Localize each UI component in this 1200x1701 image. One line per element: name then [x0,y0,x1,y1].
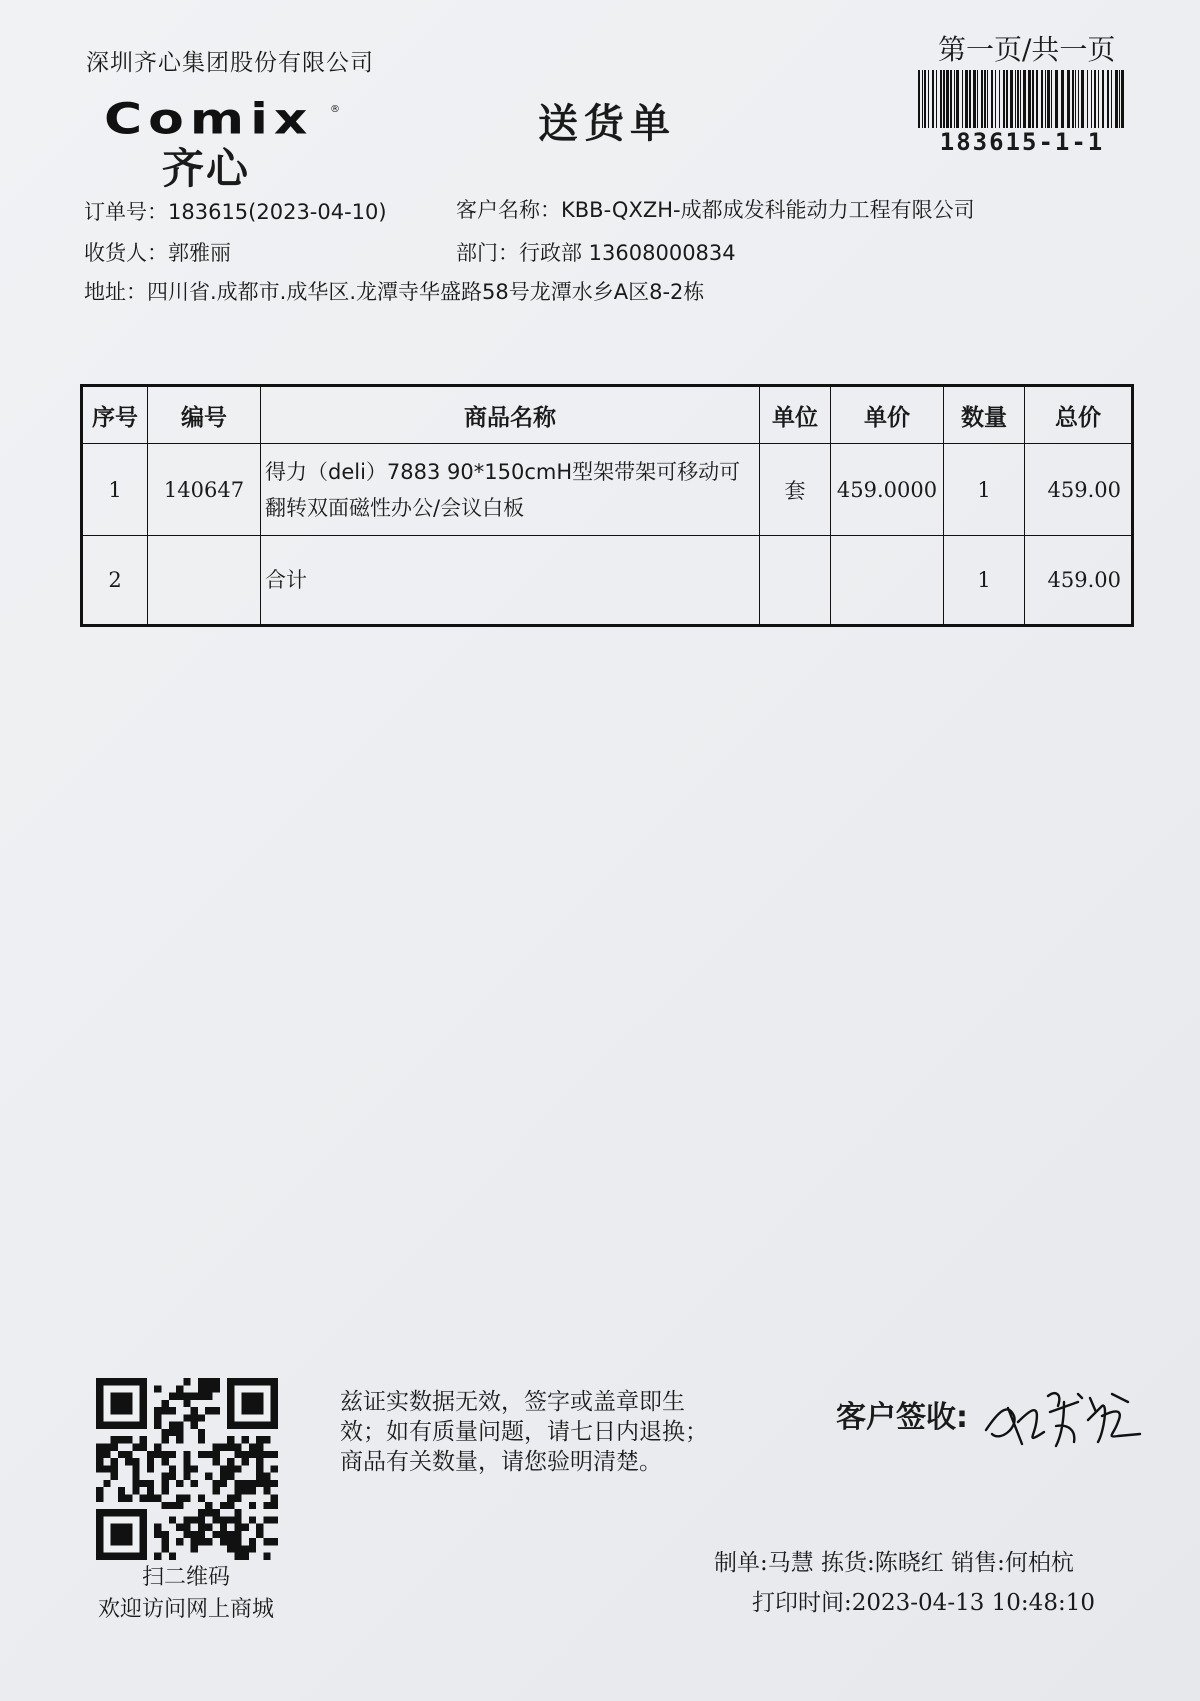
logo-text-cn: 齐心 [162,144,251,193]
notice-text [340,1387,760,1477]
department: 部门：行政部 13608000834 [456,241,736,265]
page-indicator: 第一页/共一页 [938,33,1116,66]
items-table [80,384,1134,627]
cell-name [261,444,760,536]
qr-code[interactable] [96,1378,278,1560]
customer-sign-label: 客户签收: [836,1400,968,1435]
col-code: 编号 [148,386,261,444]
customer-name: 客户名称：KBB-QXZH-成都成发科能动力工程有限公司 [456,198,975,222]
cell-qty: 1 [944,536,1025,626]
cell-name-line1: 合计 [265,568,307,592]
staff-info: 制单:马慧 拣货:陈晓红 销售:何柏杭 [714,1550,1074,1576]
comix-logo [104,94,344,198]
print-time: 打印时间:2023-04-13 10:48:10 [752,1590,1095,1616]
cell-total: 459.00 [1025,536,1133,626]
qr-caption-line2: 欢迎访问网上商城 [97,1597,274,1622]
col-qty: 数量 [944,386,1025,444]
address: 地址：四川省.成都市.成华区.龙潭寺华盛路58号龙潭水乡A区8-2栋 [84,280,705,304]
cell-name [261,536,760,626]
cell-seq: 2 [82,536,148,626]
cell-code [148,536,261,626]
cell-seq: 1 [82,444,148,536]
col-total: 总价 [1025,386,1133,444]
notice-line1: 兹证实数据无效，签字或盖章即生 [340,1389,685,1415]
qr-caption [76,1562,296,1626]
handwritten-signature [978,1372,1148,1462]
table-row [82,444,1133,536]
notice-line3: 商品有关数量，请您验明清楚。 [340,1449,662,1475]
company-name: 深圳齐心集团股份有限公司 [86,50,374,76]
col-unit: 单位 [760,386,831,444]
logo-text-en: Comix [104,94,314,144]
cell-price [831,536,944,626]
barcode [916,70,1128,128]
table-row [82,536,1133,626]
cell-unit [760,536,831,626]
cell-name-line1: 得力（deli）7883 90*150cmH型架带架可移动可 [265,459,741,484]
cell-code: 140647 [148,444,261,536]
receiver: 收货人：郭雅丽 [84,241,231,265]
document-title: 送货单 [538,100,676,147]
table-header-row [82,386,1133,444]
col-name: 商品名称 [261,386,760,444]
col-price: 单价 [831,386,944,444]
registered-mark-icon: ® [330,104,340,115]
cell-total: 459.00 [1025,444,1133,536]
cell-qty: 1 [944,444,1025,536]
qr-caption-line1: 扫二维码 [141,1565,230,1590]
barcode-number: 183615-1-1 [939,128,1105,156]
col-seq: 序号 [82,386,148,444]
notice-line2: 效；如有质量问题，请七日内退换； [340,1419,708,1445]
order-number: 订单号：183615(2023-04-10) [84,200,387,224]
cell-name-line2: 翻转双面磁性办公/会议白板 [265,495,525,520]
cell-unit: 套 [760,444,831,536]
cell-price: 459.0000 [831,444,944,536]
